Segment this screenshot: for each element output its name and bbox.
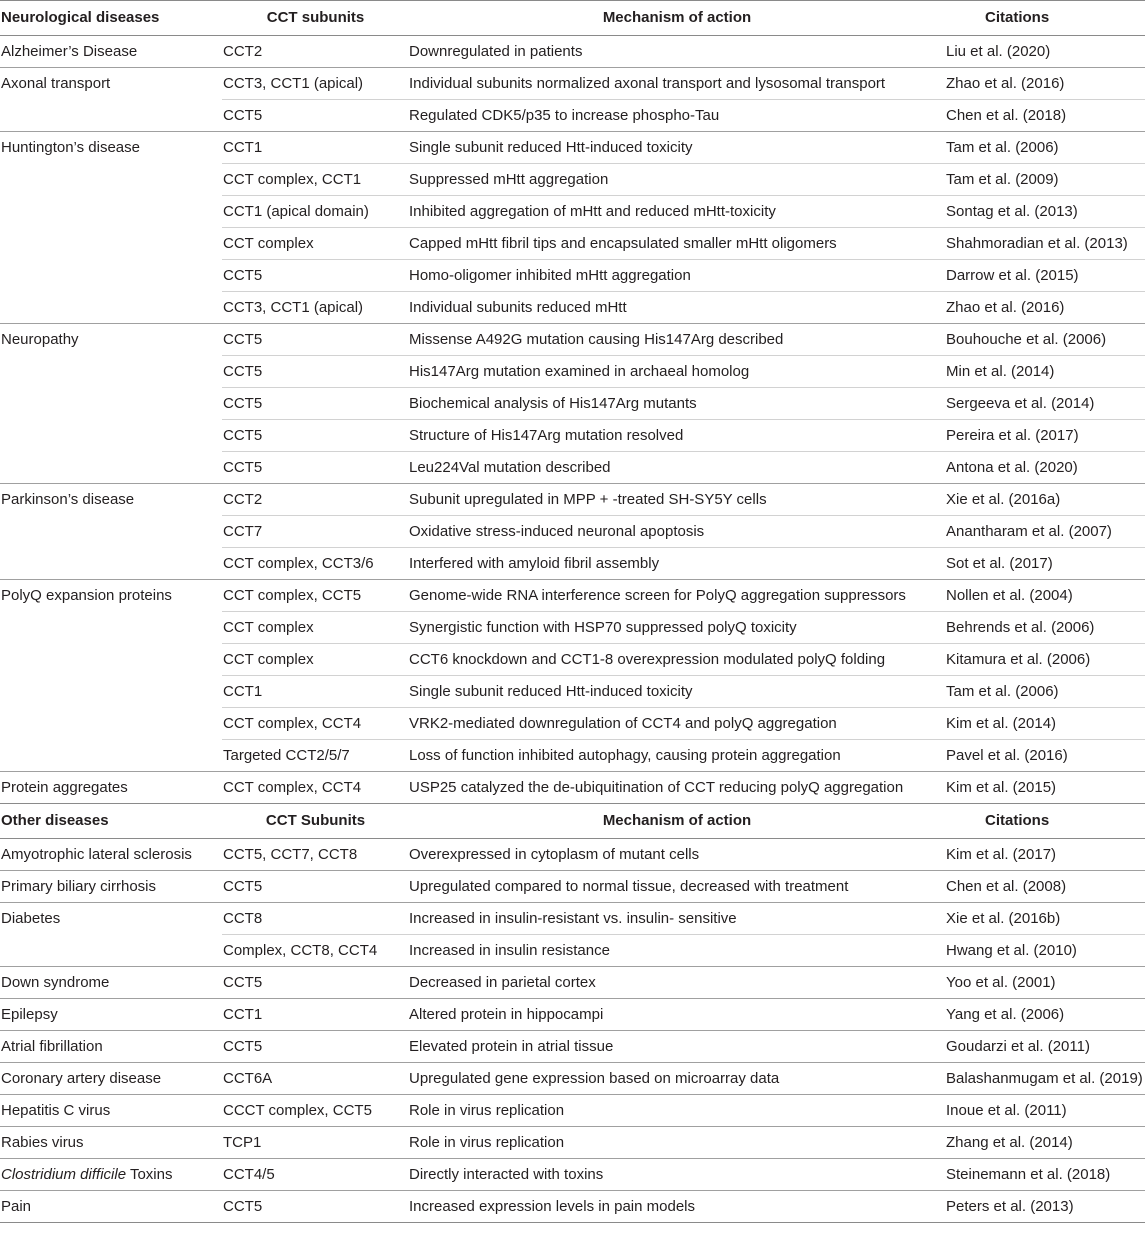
- citation-cell: Anantharam et al. (2007): [945, 516, 1145, 548]
- disease-cell: Parkinson’s disease: [0, 484, 222, 516]
- citation-cell: Bouhouche et al. (2006): [945, 324, 1145, 356]
- subunits-cell: CCT1: [222, 132, 408, 164]
- table-row: [0, 708, 1145, 740]
- citation-cell: Yang et al. (2006): [945, 999, 1145, 1031]
- mechanism-cell: USP25 catalyzed the de-ubiquitination of CCT reducing polyQ aggregation: [408, 772, 945, 804]
- citation-cell: Peters et al. (2013): [945, 1191, 1145, 1223]
- table-row: [0, 292, 1145, 324]
- disease-cell: [0, 548, 222, 580]
- disease-cell: [0, 516, 222, 548]
- subunits-cell: CCT5: [222, 324, 408, 356]
- mechanism-cell: Altered protein in hippocampi: [408, 999, 945, 1031]
- citation-cell: Hwang et al. (2010): [945, 935, 1145, 967]
- disease-cell: Down syndrome: [0, 967, 222, 999]
- mechanism-cell: Upregulated compared to normal tissue, decreased with treatment: [408, 871, 945, 903]
- subunits-cell: CCT complex, CCT4: [222, 772, 408, 804]
- citation-cell: Tam et al. (2006): [945, 676, 1145, 708]
- citation-cell: Antona et al. (2020): [945, 452, 1145, 484]
- subunits-cell: CCT6A: [222, 1063, 408, 1095]
- disease-cell: [0, 644, 222, 676]
- subunits-cell: CCT7: [222, 516, 408, 548]
- subunits-cell: CCT5: [222, 967, 408, 999]
- disease-cell: [0, 388, 222, 420]
- disease-cell: [0, 164, 222, 196]
- mechanism-cell: Loss of function inhibited autophagy, causing protein aggregation: [408, 740, 945, 772]
- disease-cell: Epilepsy: [0, 999, 222, 1031]
- citation-cell: Zhao et al. (2016): [945, 68, 1145, 100]
- disease-cell: Protein aggregates: [0, 772, 222, 804]
- subunits-cell: CCT complex, CCT5: [222, 580, 408, 612]
- citation-cell: Steinemann et al. (2018): [945, 1159, 1145, 1191]
- disease-cell: Coronary artery disease: [0, 1063, 222, 1095]
- table-row: [0, 260, 1145, 292]
- disease-cell: Hepatitis C virus: [0, 1095, 222, 1127]
- mechanism-cell: His147Arg mutation examined in archaeal homolog: [408, 356, 945, 388]
- table-row: [0, 999, 1145, 1031]
- disease-cell: [0, 676, 222, 708]
- table-row: [0, 36, 1145, 68]
- disease-cell: [0, 100, 222, 132]
- mechanism-cell: Role in virus replication: [408, 1127, 945, 1159]
- table-row: [0, 196, 1145, 228]
- citation-cell: Balashanmugam et al. (2019): [945, 1063, 1145, 1095]
- citation-cell: Zhao et al. (2016): [945, 292, 1145, 324]
- table-row: [0, 903, 1145, 935]
- mechanism-cell: Synergistic function with HSP70 suppressed polyQ toxicity: [408, 612, 945, 644]
- citation-cell: Pavel et al. (2016): [945, 740, 1145, 772]
- disease-cell: [0, 452, 222, 484]
- subunits-cell: CCT complex, CCT4: [222, 708, 408, 740]
- disease-cell: [0, 740, 222, 772]
- table-row: [0, 420, 1145, 452]
- table-row: [0, 484, 1145, 516]
- mechanism-cell: Biochemical analysis of His147Arg mutants: [408, 388, 945, 420]
- subunits-cell: CCT5: [222, 420, 408, 452]
- table-row: [0, 1191, 1145, 1223]
- disease-cell: Rabies virus: [0, 1127, 222, 1159]
- subunits-cell: CCT3, CCT1 (apical): [222, 68, 408, 100]
- table-row: [0, 452, 1145, 484]
- table-row: [0, 68, 1145, 100]
- citation-cell: Kitamura et al. (2006): [945, 644, 1145, 676]
- table-row: [0, 1063, 1145, 1095]
- citation-cell: Tam et al. (2009): [945, 164, 1145, 196]
- subunits-cell: Complex, CCT8, CCT4: [222, 935, 408, 967]
- mechanism-cell: Missense A492G mutation causing His147Arg described: [408, 324, 945, 356]
- citation-cell: Nollen et al. (2004): [945, 580, 1145, 612]
- mechanism-cell: Capped mHtt fibril tips and encapsulated smaller mHtt oligomers: [408, 228, 945, 260]
- table-body: [0, 1, 1145, 1223]
- subunits-cell: CCT5: [222, 1031, 408, 1063]
- section-header-row: [0, 804, 1145, 839]
- table-row: [0, 676, 1145, 708]
- mechanism-cell: Oxidative stress-induced neuronal apoptosis: [408, 516, 945, 548]
- subunits-cell: TCP1: [222, 1127, 408, 1159]
- disease-cell: [0, 292, 222, 324]
- table-row: [0, 1095, 1145, 1127]
- subunits-cell: CCT1: [222, 999, 408, 1031]
- citation-cell: Min et al. (2014): [945, 356, 1145, 388]
- mechanism-cell: Inhibited aggregation of mHtt and reduced mHtt-toxicity: [408, 196, 945, 228]
- citation-cell: Tam et al. (2006): [945, 132, 1145, 164]
- table-row: [0, 324, 1145, 356]
- citations-column-header: Citations: [985, 9, 1050, 27]
- subunits-cell: CCT1: [222, 676, 408, 708]
- table-row: [0, 644, 1145, 676]
- citations-column-header: Citations: [985, 812, 1050, 830]
- disease-cell: [0, 260, 222, 292]
- disease-cell: Neuropathy: [0, 324, 222, 356]
- subunits-cell: CCT2: [223, 42, 263, 60]
- disease-cell: PolyQ expansion proteins: [0, 580, 222, 612]
- mechanism-cell: CCT6 knockdown and CCT1-8 overexpression modulated polyQ folding: [408, 644, 945, 676]
- mechanism-cell: Structure of His147Arg mutation resolved: [408, 420, 945, 452]
- table-row: [0, 548, 1145, 580]
- disease-cell: [0, 612, 222, 644]
- disease-column-header: Other diseases: [1, 812, 109, 830]
- citation-cell: Sot et al. (2017): [945, 548, 1145, 580]
- table-row: [0, 839, 1145, 871]
- table-row: [0, 516, 1145, 548]
- subunits-cell: CCT8: [222, 903, 408, 935]
- subunits-cell: CCT complex: [222, 612, 408, 644]
- table-row: [0, 132, 1145, 164]
- citation-cell: Kim et al. (2017): [946, 845, 1057, 863]
- table-row: [0, 356, 1145, 388]
- citation-cell: Xie et al. (2016a): [945, 484, 1145, 516]
- subunits-cell: CCT4/5: [222, 1159, 408, 1191]
- mechanism-cell: Homo-oligomer inhibited mHtt aggregation: [408, 260, 945, 292]
- disease-cell: [0, 1159, 222, 1191]
- mechanism-cell: Regulated CDK5/p35 to increase phospho-Tau: [408, 100, 945, 132]
- subunits-cell: CCT5: [222, 871, 408, 903]
- subunits-cell: CCT3, CCT1 (apical): [222, 292, 408, 324]
- subunits-cell: CCT complex, CCT3/6: [222, 548, 408, 580]
- table-row: [0, 935, 1145, 967]
- disease-cell: Diabetes: [0, 903, 222, 935]
- mechanism-cell: Downregulated in patients: [409, 42, 583, 60]
- mechanism-cell: Role in virus replication: [408, 1095, 945, 1127]
- mechanism-cell: Directly interacted with toxins: [408, 1159, 945, 1191]
- table-row: [0, 871, 1145, 903]
- mechanism-cell: Leu224Val mutation described: [408, 452, 945, 484]
- disease-cell: Primary biliary cirrhosis: [0, 871, 222, 903]
- disease-name-italic: Clostridium difficile: [1, 1165, 127, 1183]
- mechanism-cell: Decreased in parietal cortex: [408, 967, 945, 999]
- disease-cell: Huntington’s disease: [0, 132, 222, 164]
- subunits-column-header: CCT Subunits: [265, 812, 366, 830]
- citation-cell: Yoo et al. (2001): [945, 967, 1145, 999]
- mechanism-cell: Single subunit reduced Htt-induced toxicity: [408, 676, 945, 708]
- mechanism-cell: Suppressed mHtt aggregation: [408, 164, 945, 196]
- disease-cell: Axonal transport: [0, 68, 222, 100]
- table-row: [0, 580, 1145, 612]
- citation-cell: Goudarzi et al. (2011): [945, 1031, 1145, 1063]
- subunits-cell: CCT1 (apical domain): [222, 196, 408, 228]
- disease-cell: [0, 228, 222, 260]
- mechanism-cell: Increased expression levels in pain models: [408, 1191, 945, 1223]
- table-row: [0, 164, 1145, 196]
- mechanism-cell: Elevated protein in atrial tissue: [408, 1031, 945, 1063]
- disease-cell: [0, 420, 222, 452]
- disease-cell: Atrial fibrillation: [0, 1031, 222, 1063]
- disease-cell: [0, 196, 222, 228]
- mechanism-cell: Increased in insulin resistance: [408, 935, 945, 967]
- subunits-cell: CCT complex, CCT1: [222, 164, 408, 196]
- subunits-cell: CCT5: [222, 388, 408, 420]
- citation-cell: Zhang et al. (2014): [945, 1127, 1145, 1159]
- subunits-cell: CCT2: [222, 484, 408, 516]
- table-row: [0, 388, 1145, 420]
- citation-cell: Sontag et al. (2013): [945, 196, 1145, 228]
- citation-cell: Shahmoradian et al. (2013): [945, 228, 1145, 260]
- mechanism-cell: Upregulated gene expression based on microarray data: [408, 1063, 945, 1095]
- citation-cell: Chen et al. (2008): [945, 871, 1145, 903]
- table-row: [0, 228, 1145, 260]
- citation-cell: Xie et al. (2016b): [945, 903, 1145, 935]
- citation-cell: Behrends et al. (2006): [945, 612, 1145, 644]
- table-row: [0, 772, 1145, 804]
- disease-cell: Pain: [0, 1191, 222, 1223]
- mechanism-cell: Single subunit reduced Htt-induced toxicity: [408, 132, 945, 164]
- subunits-cell: CCCT complex, CCT5: [222, 1095, 408, 1127]
- mechanism-cell: Interfered with amyloid fibril assembly: [408, 548, 945, 580]
- disease-cell: [0, 935, 222, 967]
- subunits-cell: Targeted CCT2/5/7: [222, 740, 408, 772]
- mechanism-cell: VRK2-mediated downregulation of CCT4 and polyQ aggregation: [408, 708, 945, 740]
- citation-cell: Chen et al. (2018): [945, 100, 1145, 132]
- disease-cell: Amyotrophic lateral sclerosis: [1, 845, 192, 863]
- disease-cell: Alzheimer’s Disease: [1, 42, 138, 60]
- mechanism-cell: Subunit upregulated in MPP + -treated SH-SY5Y cells: [408, 484, 945, 516]
- citation-cell: Liu et al. (2020): [946, 42, 1051, 60]
- citation-cell: Sergeeva et al. (2014): [945, 388, 1145, 420]
- disease-cell: [0, 356, 222, 388]
- table-row: [0, 1159, 1145, 1191]
- mechanism-cell: Individual subunits normalized axonal transport and lysosomal transport: [408, 68, 945, 100]
- citation-cell: Kim et al. (2015): [945, 772, 1145, 804]
- mechanism-cell: Genome-wide RNA interference screen for PolyQ aggregation suppressors: [408, 580, 945, 612]
- citation-cell: Pereira et al. (2017): [945, 420, 1145, 452]
- citation-cell: Darrow et al. (2015): [945, 260, 1145, 292]
- subunits-cell: CCT5: [222, 1191, 408, 1223]
- table-row: [0, 740, 1145, 772]
- mechanism-cell: Overexpressed in cytoplasm of mutant cells: [409, 845, 700, 863]
- mechanism-column-header: Mechanism of action: [602, 812, 752, 830]
- table-row: [0, 1031, 1145, 1063]
- citation-cell: Inoue et al. (2011): [945, 1095, 1145, 1127]
- section-header-row: [0, 1, 1145, 36]
- disease-cell: [0, 708, 222, 740]
- disease-name-rest: Toxins: [126, 1165, 173, 1183]
- subunits-cell: CCT5: [222, 260, 408, 292]
- subunits-cell: CCT5, CCT7, CCT8: [223, 845, 358, 863]
- subunits-cell: CCT5: [222, 100, 408, 132]
- mechanism-column-header: Mechanism of action: [602, 9, 752, 27]
- subunits-cell: CCT5: [222, 356, 408, 388]
- table-row: [0, 100, 1145, 132]
- mechanism-cell: Individual subunits reduced mHtt: [408, 292, 945, 324]
- table-row: [0, 612, 1145, 644]
- table-row: [0, 1127, 1145, 1159]
- subunits-cell: CCT5: [222, 452, 408, 484]
- subunits-column-header: CCT subunits: [266, 9, 365, 27]
- subunits-cell: CCT complex: [222, 228, 408, 260]
- citation-cell: Kim et al. (2014): [945, 708, 1145, 740]
- mechanism-cell: Increased in insulin-resistant vs. insulin- sensitive: [408, 903, 945, 935]
- subunits-cell: CCT complex: [222, 644, 408, 676]
- table-row: [0, 967, 1145, 999]
- disease-column-header: Neurological diseases: [1, 9, 160, 27]
